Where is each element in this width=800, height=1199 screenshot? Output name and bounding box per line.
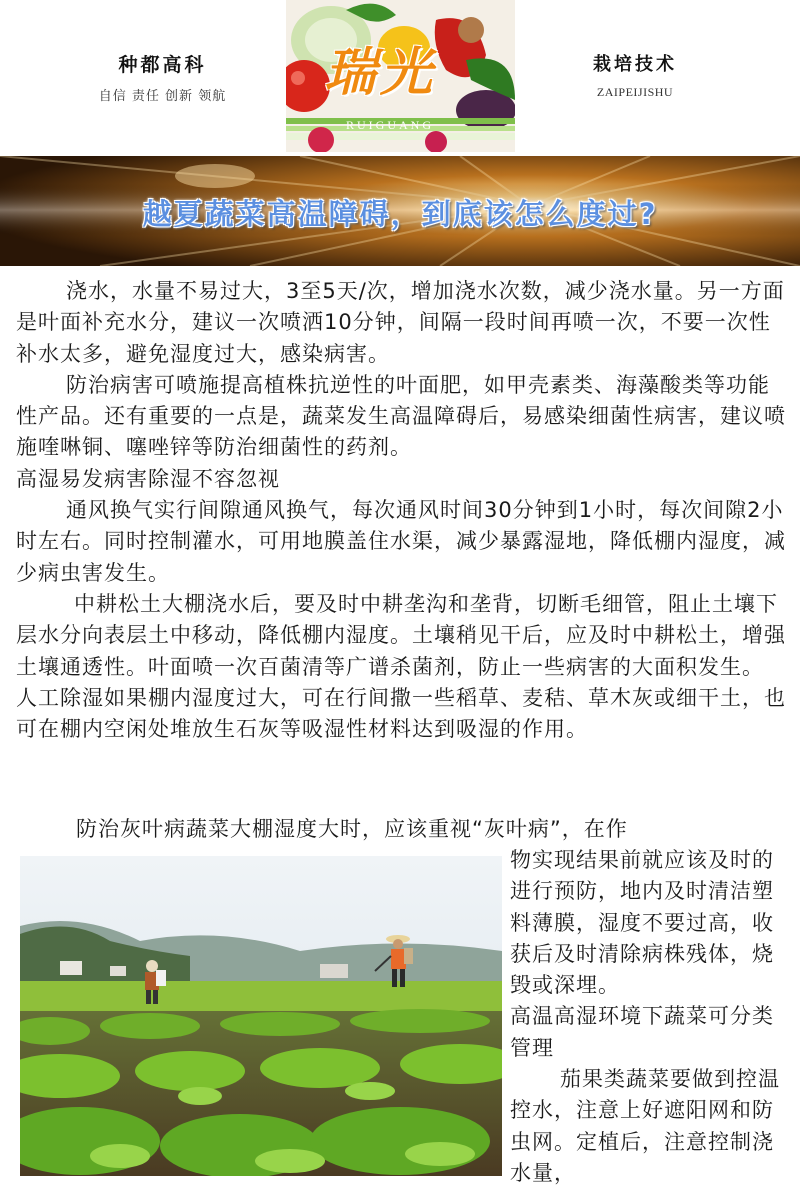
heading-classified-management: 高温高湿环境下蔬菜可分类管理: [510, 1004, 774, 1060]
logo-text: 瑞光: [324, 42, 437, 103]
heading-dehumidify: 高湿易发病害除湿不容忽视: [16, 466, 280, 491]
right-brand: [560, 50, 710, 100]
paragraph-watering: 浇水，水量不易过大，3至5天/次，增加浇水次数，减少浇水量。另一方面是叶面补充水分，建议一次喷洒10分钟，间隔一段时间再喷一次，不要一次性补水太多，避免湿度过大，感染病害。: [16, 279, 785, 366]
title-banner: [0, 156, 800, 266]
paragraph-disease-prevention: 防治病害可喷施提高植株抗逆性的叶面肥，如甲壳素类、海藻酸类等功能性产品。还有重要的一点是，蔬菜发生高温障碍后，易感染细菌性病害，建议喷施喹啉铜、噻唑锌等防治细菌性的药剂。: [16, 372, 786, 460]
ruiguang-logo: [286, 0, 515, 152]
header: [0, 0, 800, 156]
paragraph-solanaceous: 茄果类蔬菜要做到控温控水，注意上好遮阳网和防虫网。定植后，注意控制浇水量，: [510, 1067, 780, 1185]
paragraph-tillage: 中耕松土大棚浇水后，要及时中耕垄沟和垄背，切断毛细管，阻止土壤下层水分向表层土中移动，降低棚内湿度。土壤稍见干后，应及时中耕松土，增强土壤通透性。叶面喷一次百菌清等广谱杀菌剂，防止一些病害的大面积发生。: [16, 591, 786, 679]
left-brand: [75, 50, 250, 104]
farm-field-image: [20, 856, 502, 1176]
right-brand-pinyin: ZAIPEIJISHU: [596, 85, 674, 99]
paragraph-manual-dehumidify: 人工除湿如果棚内湿度过大，可在行间撒一些稻草、麦秸、草木灰或细干土，也可在棚内空闲处堆放生石灰等吸湿性材料达到吸湿的作用。: [16, 685, 786, 742]
paragraph-ventilation: 通风换气实行间隙通风换气，每次通风时间30分钟到1小时，每次间隙2小时左右。同时控制灌水，可用地膜盖住水渠，减少暴露湿地，降低棚内湿度，减少病虫害发生。: [16, 498, 786, 585]
paragraph-gray-leaf-start: 防治灰叶病蔬菜大棚湿度大时，应该重视“灰叶病”，在作: [76, 817, 628, 841]
left-brand-name: 种都高科: [118, 54, 207, 76]
article-body: [16, 276, 786, 745]
side-column: [510, 845, 790, 1189]
article-title: 越夏蔬菜高温障碍，到底该怎么度过?: [142, 197, 658, 231]
field-photo: [20, 856, 502, 1176]
right-brand-name: 栽培技术: [593, 54, 677, 75]
left-brand-motto: 自信 责任 创新 领航: [98, 89, 227, 104]
paragraph-gray-leaf-continued: 物实现结果前就应该及时的进行预防，地内及时清洁塑料薄膜，湿度不要过高，收获后及时清除病株残体，烧毁或深埋。: [510, 848, 774, 998]
logo-subtitle: RUIGUANG: [346, 118, 434, 132]
